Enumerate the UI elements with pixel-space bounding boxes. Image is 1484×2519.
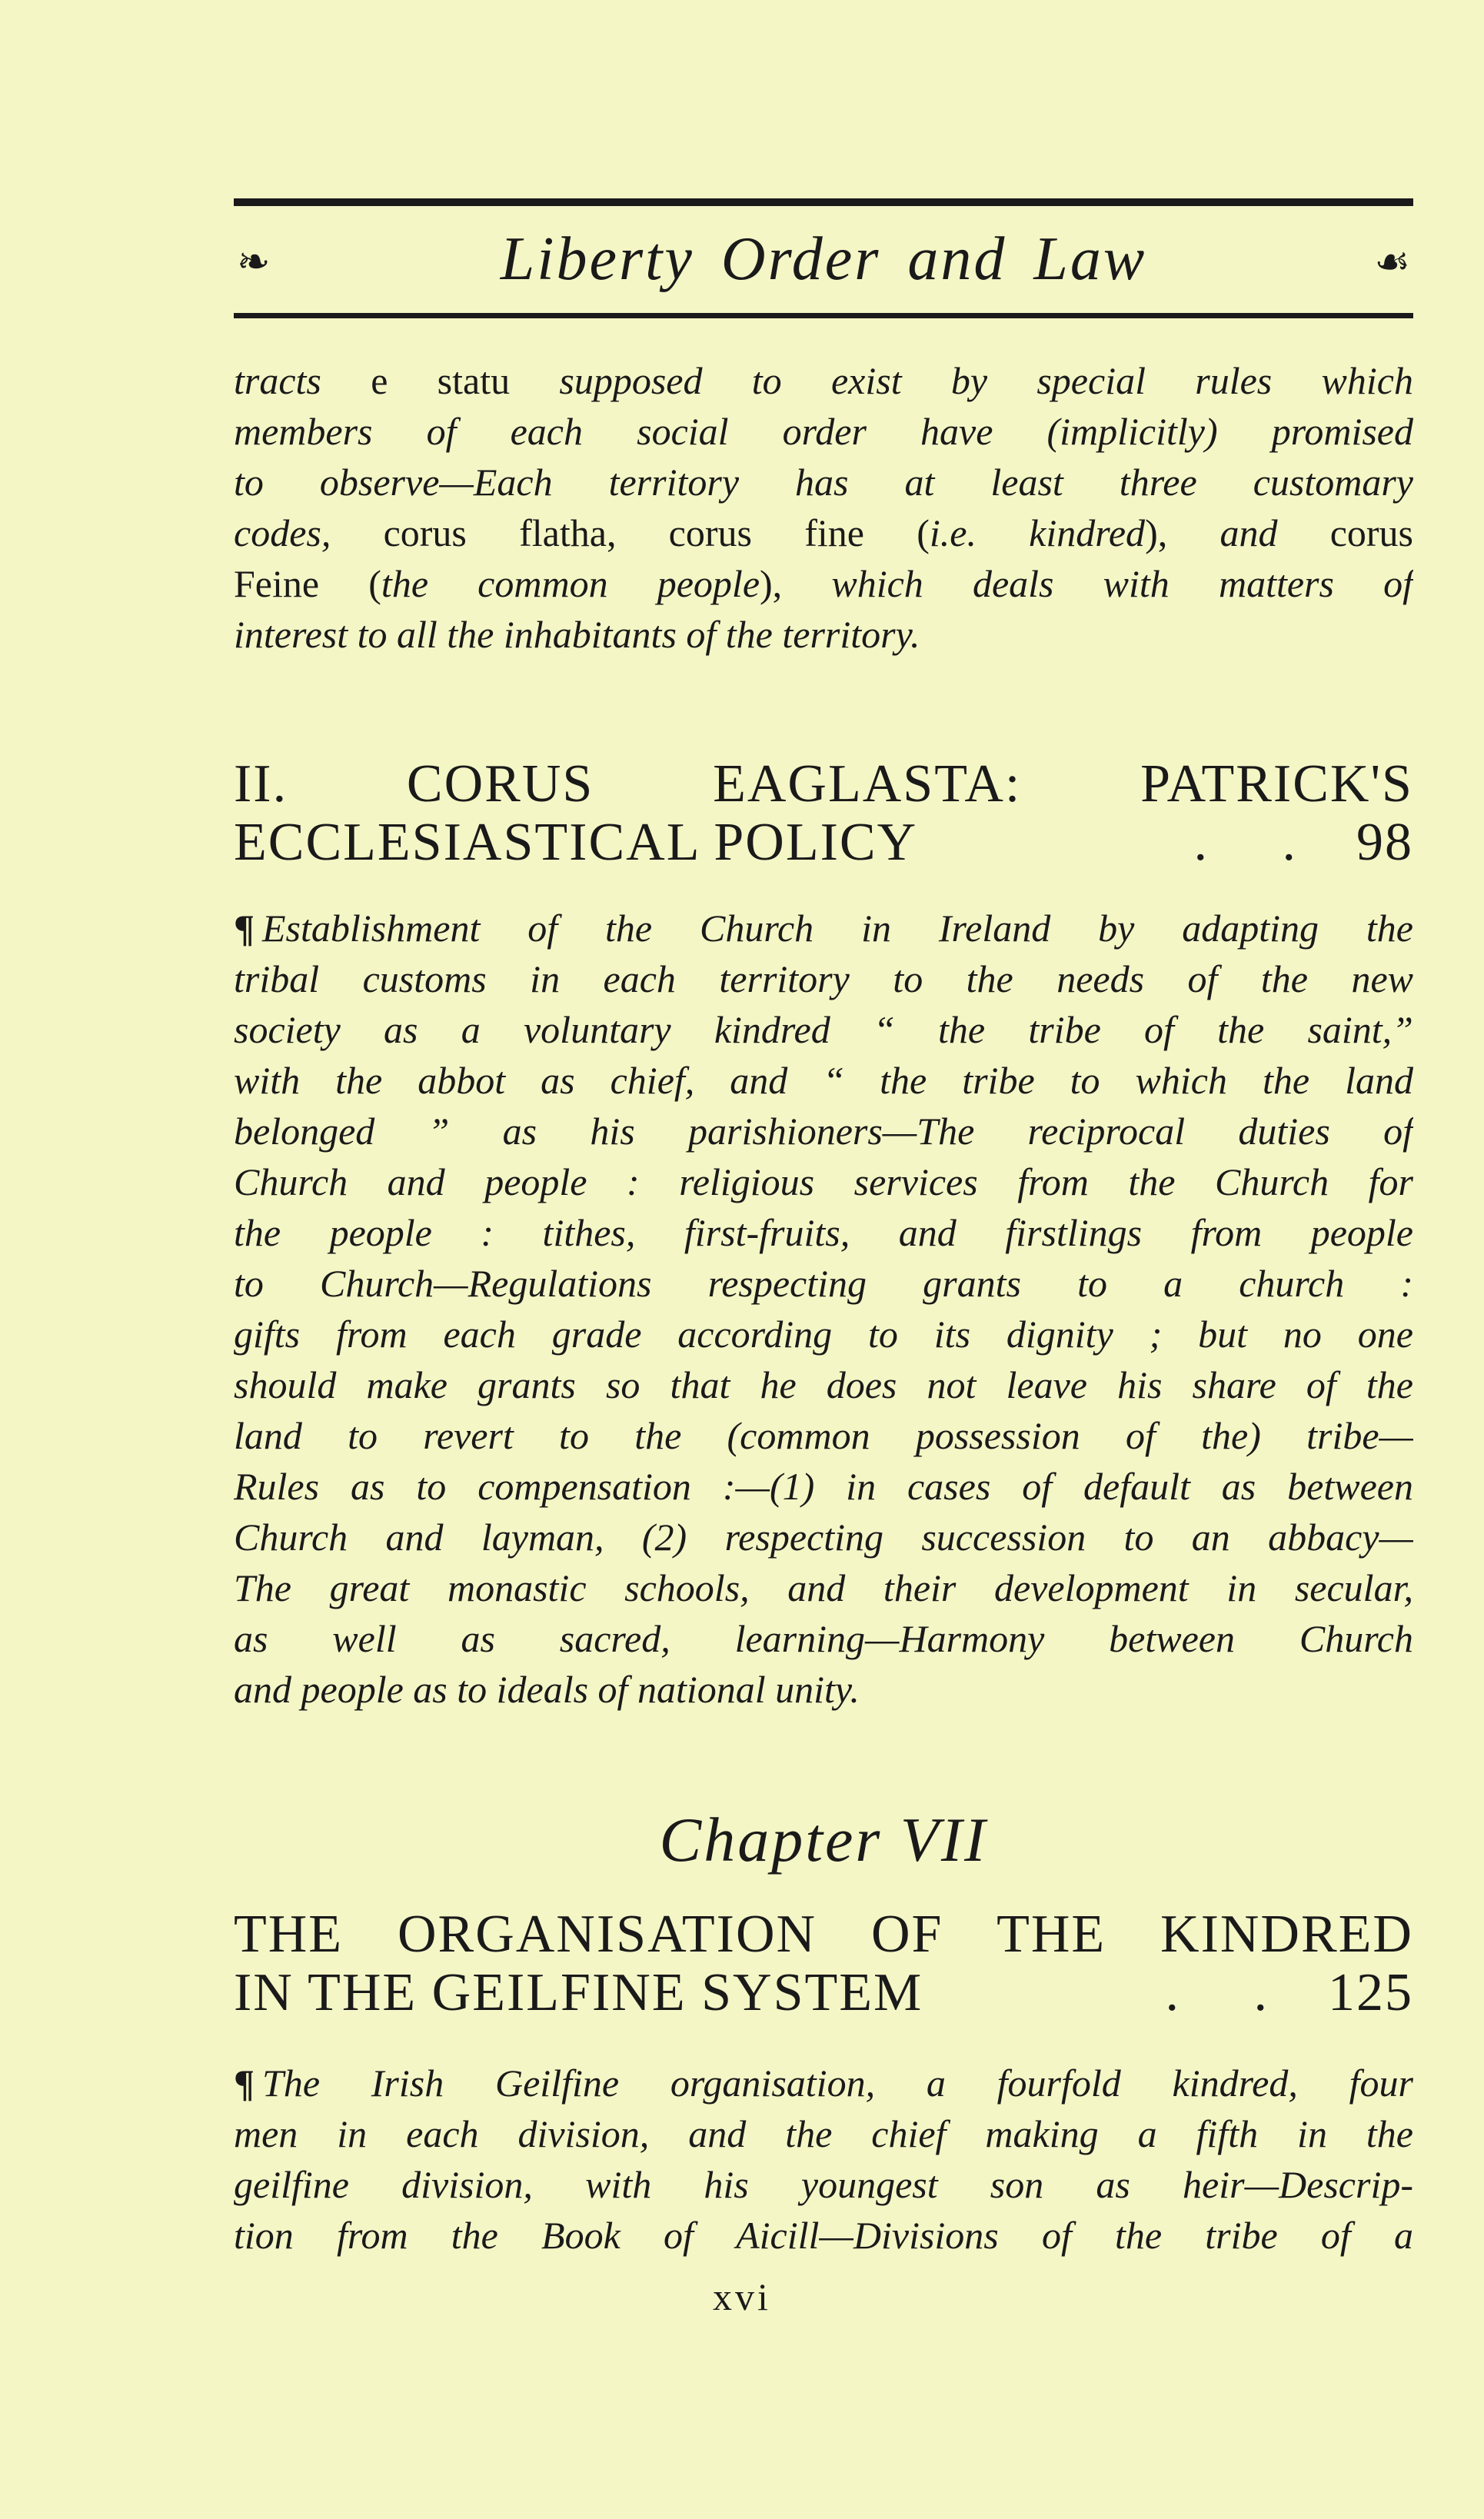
header-rule-bottom	[234, 313, 1413, 318]
section-title-line: II. CORUS EAGLASTA: PATRICK'S	[234, 754, 1413, 814]
section-title-text: ECCLESIASTICAL POLICY	[234, 813, 918, 872]
right-fleuron-icon: ☙	[1374, 241, 1410, 285]
text-line: tracts e statu supposed to exist by special rules which	[234, 359, 1413, 402]
page-reference	[1166, 1964, 1414, 2022]
running-header	[234, 214, 1413, 308]
left-fleuron-icon: ❧	[237, 241, 271, 285]
chapter-title-line	[234, 1964, 1413, 2022]
continuation-paragraph	[234, 355, 1413, 660]
text-line: ¶ Establishment of the Church in Ireland by adapting the	[234, 907, 1413, 950]
text-line: men in each division, and the chief making a fifth in the	[234, 2112, 1413, 2155]
text-line: geilfine division, with his youngest son as heir—Descrip-	[234, 2163, 1413, 2206]
chapter-summary	[234, 2058, 1413, 2261]
leader-dots: . .	[1193, 813, 1326, 872]
page-reference	[1194, 814, 1414, 872]
chapter-label: Chapter VII	[659, 1805, 988, 1875]
text-line: members of each social order have (implicitly) promised	[234, 410, 1413, 453]
header-rule-top	[234, 198, 1413, 206]
text-line: land to revert to the (common possession of the) tribe—	[234, 1414, 1413, 1457]
text-line: tion from the Book of Aicill—Divisions of the tribe of a	[234, 2214, 1413, 2257]
text-line: Church and layman, (2) respecting succession to an abbacy—	[234, 1516, 1413, 1559]
section-heading	[234, 755, 1413, 872]
page-folio: xvi	[713, 2275, 771, 2318]
text-line: Church and people : religious services from the Church for	[234, 1160, 1413, 1203]
page-number: 98	[1356, 813, 1413, 872]
text-line: codes, corus flatha, corus fine (i.e. kindred), and corus	[234, 511, 1413, 554]
text-line: tribal customs in each territory to the needs of the new	[234, 957, 1413, 1000]
text-line: society as a voluntary kindred “ the tribe of the saint,”	[234, 1008, 1413, 1051]
text-line: and people as to ideals of national unity.	[234, 1668, 860, 1711]
text-line: with the abbot as chief, and “ the tribe to which the land	[234, 1059, 1413, 1102]
text-line: interest to all the inhabitants of the territory.	[234, 613, 920, 656]
section-summary	[234, 903, 1413, 1715]
text-line: gifts from each grade according to its dignity ; but no one	[234, 1313, 1413, 1356]
paragraph-mark-icon: ¶	[234, 2061, 255, 2105]
text-line: Feine (the common people), which deals with matters of	[234, 562, 1413, 605]
text-line: should make grants so that he does not leave his share of the	[234, 1363, 1413, 1406]
paragraph-mark-icon: ¶	[234, 907, 255, 950]
chapter-heading	[234, 1905, 1413, 2022]
text-line: the people : tithes, first-fruits, and firstlings from people	[234, 1211, 1413, 1254]
text-line: belonged ” as his parishioners—The reciprocal duties of	[234, 1110, 1413, 1153]
text-line: as well as sacred, learning—Harmony between Church	[234, 1617, 1413, 1660]
text-line: Rules as to compensation :—(1) in cases of default as between	[234, 1465, 1413, 1508]
text-line: to observe—Each territory has at least three customary	[234, 461, 1413, 504]
running-title: Liberty Order and Law	[500, 225, 1147, 293]
text-line: The great monastic schools, and their development in secular,	[234, 1566, 1413, 1609]
page-number: 125	[1328, 1963, 1413, 2022]
chapter-title-text: IN THE GEILFINE SYSTEM	[234, 1963, 923, 2022]
chapter-title-line: THE ORGANISATION OF THE KINDRED	[234, 1905, 1413, 1964]
text-line: ¶ The Irish Geilfine organisation, a fourfold kindred, four	[234, 2061, 1413, 2105]
section-title-line	[234, 814, 1413, 872]
leader-dots: . .	[1165, 1963, 1298, 2022]
text-line: to Church—Regulations respecting grants to a church :	[234, 1262, 1413, 1305]
